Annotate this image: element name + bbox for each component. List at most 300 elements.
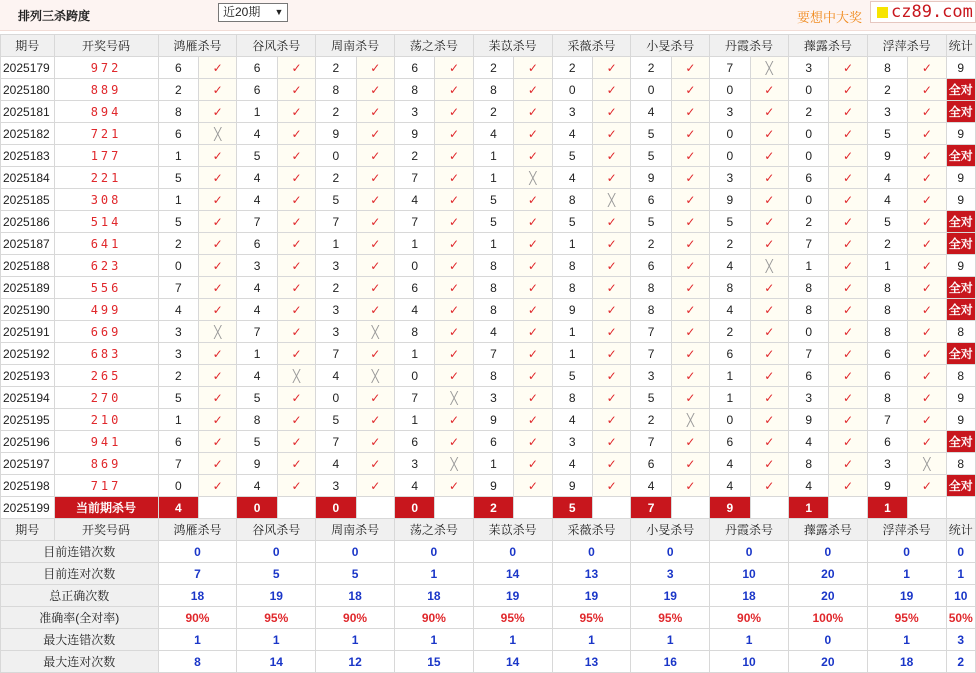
pick-cell: 8 <box>473 255 513 277</box>
pick-cell: 7 <box>158 277 198 299</box>
summary-stat-value: 0 <box>946 541 975 563</box>
check-icon: ✓ <box>829 167 867 189</box>
period-cell: 2025180 <box>1 79 55 101</box>
pick-cell: 0 <box>316 145 356 167</box>
pick-cell: 9 <box>473 409 513 431</box>
summary-value: 0 <box>710 541 789 563</box>
table-row <box>1 57 976 79</box>
header-stat: 统计 <box>946 519 975 541</box>
check-icon: ✓ <box>198 365 236 387</box>
pick-cell: 4 <box>710 255 750 277</box>
current-pick-cell: 0 <box>316 497 356 519</box>
pick-cell: 6 <box>867 343 907 365</box>
table-row <box>1 343 976 365</box>
stat-cell: 9 <box>946 387 975 409</box>
pick-cell: 2 <box>158 365 198 387</box>
check-icon: ✓ <box>277 475 315 497</box>
check-icon: ✓ <box>750 409 788 431</box>
check-icon: ✓ <box>750 101 788 123</box>
header-period: 期号 <box>1 35 55 57</box>
summary-value: 95% <box>552 607 631 629</box>
summary-label: 最大连对次数 <box>1 651 159 673</box>
current-pick-spacer <box>750 497 788 519</box>
pick-cell: 9 <box>867 145 907 167</box>
pick-cell: 4 <box>473 123 513 145</box>
check-icon: ✓ <box>829 123 867 145</box>
pick-cell: 3 <box>473 387 513 409</box>
cross-icon: ╳ <box>435 387 473 409</box>
pick-cell: 1 <box>552 233 592 255</box>
check-icon: ✓ <box>277 123 315 145</box>
check-icon: ✓ <box>356 145 394 167</box>
check-icon: ✓ <box>908 123 946 145</box>
check-icon: ✓ <box>750 79 788 101</box>
pick-cell: 9 <box>788 409 828 431</box>
check-icon: ✓ <box>908 475 946 497</box>
pick-cell: 4 <box>631 101 671 123</box>
summary-row <box>1 585 976 607</box>
draw-number-cell: 270 <box>54 387 158 409</box>
promo-text[interactable]: 要想中大奖 <box>797 10 863 25</box>
summary-value: 7 <box>158 563 237 585</box>
pick-cell: 4 <box>394 299 434 321</box>
stat-cell: 全对 <box>946 233 975 255</box>
check-icon: ✓ <box>592 321 630 343</box>
check-icon: ✓ <box>198 57 236 79</box>
summary-value: 15 <box>394 651 473 673</box>
period-cell: 2025193 <box>1 365 55 387</box>
pick-cell: 8 <box>552 189 592 211</box>
check-icon: ✓ <box>671 299 709 321</box>
pick-cell: 1 <box>710 365 750 387</box>
pick-cell: 3 <box>316 255 356 277</box>
pick-cell: 4 <box>710 453 750 475</box>
summary-value: 0 <box>158 541 237 563</box>
pick-cell: 3 <box>788 387 828 409</box>
summary-value: 90% <box>710 607 789 629</box>
check-icon: ✓ <box>356 299 394 321</box>
pick-cell: 8 <box>867 57 907 79</box>
check-icon: ✓ <box>277 343 315 365</box>
pick-cell: 6 <box>710 343 750 365</box>
summary-value: 1 <box>552 629 631 651</box>
stat-cell: 全对 <box>946 145 975 167</box>
pick-cell: 4 <box>867 167 907 189</box>
pick-cell: 1 <box>394 409 434 431</box>
check-icon: ✓ <box>356 101 394 123</box>
pick-cell: 2 <box>316 57 356 79</box>
pick-cell: 4 <box>710 299 750 321</box>
pick-cell: 1 <box>788 255 828 277</box>
stat-cell: 全对 <box>946 277 975 299</box>
check-icon: ✓ <box>435 189 473 211</box>
check-icon: ✓ <box>356 453 394 475</box>
draw-number-cell: 221 <box>54 167 158 189</box>
summary-stat-value: 50% <box>946 607 975 629</box>
summary-stat-value: 3 <box>946 629 975 651</box>
pick-cell: 5 <box>473 211 513 233</box>
check-icon: ✓ <box>908 365 946 387</box>
period-cell: 2025189 <box>1 277 55 299</box>
check-icon: ✓ <box>435 431 473 453</box>
cross-icon: ╳ <box>750 57 788 79</box>
check-icon: ✓ <box>750 123 788 145</box>
pick-cell: 9 <box>237 453 277 475</box>
check-icon: ✓ <box>198 277 236 299</box>
check-icon: ✓ <box>829 475 867 497</box>
pick-cell: 1 <box>473 453 513 475</box>
summary-value: 90% <box>316 607 395 629</box>
summary-value: 20 <box>788 585 867 607</box>
pick-cell: 9 <box>552 299 592 321</box>
period-cell: 2025196 <box>1 431 55 453</box>
check-icon: ✓ <box>356 343 394 365</box>
check-icon: ✓ <box>277 233 315 255</box>
check-icon: ✓ <box>908 101 946 123</box>
pick-cell: 6 <box>394 57 434 79</box>
summary-value: 5 <box>316 563 395 585</box>
check-icon: ✓ <box>671 123 709 145</box>
header-expert: 小旻杀号 <box>631 519 710 541</box>
check-icon: ✓ <box>198 431 236 453</box>
summary-value: 0 <box>473 541 552 563</box>
brand-square-icon <box>877 7 888 18</box>
brand-logo[interactable] <box>870 1 976 23</box>
header-expert: 丹霞杀号 <box>710 35 789 57</box>
check-icon: ✓ <box>514 453 552 475</box>
summary-value: 12 <box>316 651 395 673</box>
header-expert: 鸿雁杀号 <box>158 519 237 541</box>
summary-value: 16 <box>631 651 710 673</box>
draw-number-cell: 641 <box>54 233 158 255</box>
pick-cell: 2 <box>867 79 907 101</box>
period-cell: 2025183 <box>1 145 55 167</box>
check-icon: ✓ <box>356 167 394 189</box>
stat-cell: 全对 <box>946 101 975 123</box>
summary-value: 1 <box>631 629 710 651</box>
pick-cell: 7 <box>158 453 198 475</box>
check-icon: ✓ <box>514 321 552 343</box>
check-icon: ✓ <box>435 343 473 365</box>
current-pick-spacer <box>277 497 315 519</box>
check-icon: ✓ <box>829 57 867 79</box>
pick-cell: 1 <box>158 189 198 211</box>
summary-value: 3 <box>631 563 710 585</box>
check-icon: ✓ <box>750 453 788 475</box>
pick-cell: 0 <box>316 387 356 409</box>
check-icon: ✓ <box>435 211 473 233</box>
pick-cell: 6 <box>473 431 513 453</box>
stat-cell: 9 <box>946 167 975 189</box>
summary-value: 95% <box>631 607 710 629</box>
check-icon: ✓ <box>671 211 709 233</box>
stat-cell: 全对 <box>946 431 975 453</box>
pick-cell: 5 <box>552 365 592 387</box>
pick-cell: 6 <box>237 233 277 255</box>
draw-number-cell: 308 <box>54 189 158 211</box>
check-icon: ✓ <box>671 321 709 343</box>
draw-number-cell: 556 <box>54 277 158 299</box>
period-cell: 2025182 <box>1 123 55 145</box>
header-expert: 采薇杀号 <box>552 35 631 57</box>
pick-cell: 7 <box>631 321 671 343</box>
pick-cell: 4 <box>552 167 592 189</box>
check-icon: ✓ <box>277 167 315 189</box>
pick-cell: 0 <box>788 321 828 343</box>
check-icon: ✓ <box>356 409 394 431</box>
pick-cell: 8 <box>316 79 356 101</box>
pick-cell: 1 <box>473 167 513 189</box>
draw-number-cell: 683 <box>54 343 158 365</box>
period-cell: 2025188 <box>1 255 55 277</box>
period-select[interactable] <box>218 3 288 22</box>
pick-cell: 5 <box>552 211 592 233</box>
check-icon: ✓ <box>750 431 788 453</box>
check-icon: ✓ <box>435 79 473 101</box>
pick-cell: 5 <box>867 211 907 233</box>
check-icon: ✓ <box>671 233 709 255</box>
draw-number-cell: 717 <box>54 475 158 497</box>
stat-cell: 全对 <box>946 79 975 101</box>
summary-value: 20 <box>788 563 867 585</box>
pick-cell: 2 <box>552 57 592 79</box>
period-select-value: 近20期 <box>223 5 261 19</box>
pick-cell: 9 <box>552 475 592 497</box>
pick-cell: 7 <box>788 233 828 255</box>
period-cell: 2025194 <box>1 387 55 409</box>
summary-stat-value: 2 <box>946 651 975 673</box>
pick-cell: 7 <box>631 431 671 453</box>
period-cell: 2025191 <box>1 321 55 343</box>
stat-cell: 全对 <box>946 475 975 497</box>
pick-cell: 3 <box>710 167 750 189</box>
check-icon: ✓ <box>908 79 946 101</box>
check-icon: ✓ <box>592 145 630 167</box>
pick-cell: 3 <box>237 255 277 277</box>
header-expert: 鸿雁杀号 <box>158 35 237 57</box>
check-icon: ✓ <box>277 211 315 233</box>
check-icon: ✓ <box>198 255 236 277</box>
check-icon: ✓ <box>829 343 867 365</box>
summary-value: 8 <box>158 651 237 673</box>
header-expert: 蘀露杀号 <box>788 35 867 57</box>
pick-cell: 7 <box>631 343 671 365</box>
table-row <box>1 453 976 475</box>
summary-value: 0 <box>237 541 316 563</box>
pick-cell: 2 <box>316 277 356 299</box>
table-row <box>1 145 976 167</box>
pick-cell: 8 <box>473 299 513 321</box>
cross-icon: ╳ <box>356 321 394 343</box>
summary-value: 0 <box>788 541 867 563</box>
check-icon: ✓ <box>435 233 473 255</box>
pick-cell: 4 <box>473 321 513 343</box>
pick-cell: 2 <box>473 57 513 79</box>
pick-cell: 0 <box>552 79 592 101</box>
check-icon: ✓ <box>514 255 552 277</box>
check-icon: ✓ <box>592 431 630 453</box>
summary-value: 0 <box>867 541 946 563</box>
summary-value: 90% <box>394 607 473 629</box>
check-icon: ✓ <box>514 409 552 431</box>
summary-value: 95% <box>237 607 316 629</box>
check-icon: ✓ <box>592 233 630 255</box>
check-icon: ✓ <box>671 277 709 299</box>
check-icon: ✓ <box>592 123 630 145</box>
pick-cell: 8 <box>710 277 750 299</box>
summary-value: 18 <box>867 651 946 673</box>
check-icon: ✓ <box>750 211 788 233</box>
period-cell: 2025197 <box>1 453 55 475</box>
check-icon: ✓ <box>435 475 473 497</box>
pick-cell: 4 <box>394 189 434 211</box>
pick-cell: 3 <box>867 101 907 123</box>
pick-cell: 0 <box>710 123 750 145</box>
pick-cell: 3 <box>158 343 198 365</box>
check-icon: ✓ <box>435 167 473 189</box>
check-icon: ✓ <box>514 145 552 167</box>
summary-label: 最大连错次数 <box>1 629 159 651</box>
summary-value: 1 <box>237 629 316 651</box>
pick-cell: 4 <box>867 189 907 211</box>
pick-cell: 8 <box>473 365 513 387</box>
header-expert: 丹霞杀号 <box>710 519 789 541</box>
summary-label: 总正确次数 <box>1 585 159 607</box>
check-icon: ✓ <box>514 343 552 365</box>
check-icon: ✓ <box>671 167 709 189</box>
header-expert: 浮萍杀号 <box>867 35 946 57</box>
table-row <box>1 101 976 123</box>
check-icon: ✓ <box>908 255 946 277</box>
check-icon: ✓ <box>829 387 867 409</box>
current-pick-cell: 9 <box>710 497 750 519</box>
period-cell: 2025184 <box>1 167 55 189</box>
summary-value: 18 <box>710 585 789 607</box>
pick-cell: 8 <box>867 277 907 299</box>
check-icon: ✓ <box>277 101 315 123</box>
summary-value: 95% <box>867 607 946 629</box>
current-pick-spacer <box>435 497 473 519</box>
check-icon: ✓ <box>198 145 236 167</box>
check-icon: ✓ <box>198 101 236 123</box>
current-pick-cell: 0 <box>394 497 434 519</box>
check-icon: ✓ <box>198 409 236 431</box>
pick-cell: 6 <box>237 57 277 79</box>
pick-cell: 8 <box>552 277 592 299</box>
check-icon: ✓ <box>277 409 315 431</box>
header-expert: 周南杀号 <box>316 519 395 541</box>
check-icon: ✓ <box>592 475 630 497</box>
period-cell: 2025195 <box>1 409 55 431</box>
pick-cell: 3 <box>316 299 356 321</box>
header-expert: 周南杀号 <box>316 35 395 57</box>
check-icon: ✓ <box>908 409 946 431</box>
summary-value: 1 <box>158 629 237 651</box>
pick-cell: 6 <box>631 453 671 475</box>
draw-number-cell: 889 <box>54 79 158 101</box>
stat-cell: 9 <box>946 123 975 145</box>
header-expert: 采薇杀号 <box>552 519 631 541</box>
table-row <box>1 189 976 211</box>
pick-cell: 9 <box>316 123 356 145</box>
period-cell: 2025185 <box>1 189 55 211</box>
pick-cell: 4 <box>788 475 828 497</box>
summary-value: 18 <box>158 585 237 607</box>
check-icon: ✓ <box>671 387 709 409</box>
check-icon: ✓ <box>435 255 473 277</box>
pick-cell: 1 <box>237 343 277 365</box>
check-icon: ✓ <box>671 79 709 101</box>
pick-cell: 5 <box>473 189 513 211</box>
summary-value: 18 <box>394 585 473 607</box>
draw-number-cell: 177 <box>54 145 158 167</box>
check-icon: ✓ <box>277 299 315 321</box>
pick-cell: 7 <box>394 167 434 189</box>
check-icon: ✓ <box>671 343 709 365</box>
check-icon: ✓ <box>750 189 788 211</box>
summary-header-row <box>1 519 976 541</box>
pick-cell: 5 <box>237 145 277 167</box>
pick-cell: 5 <box>710 211 750 233</box>
check-icon: ✓ <box>829 211 867 233</box>
pick-cell: 3 <box>552 101 592 123</box>
check-icon: ✓ <box>592 79 630 101</box>
period-cell: 2025198 <box>1 475 55 497</box>
check-icon: ✓ <box>592 387 630 409</box>
stat-cell: 8 <box>946 321 975 343</box>
check-icon: ✓ <box>671 431 709 453</box>
check-icon: ✓ <box>198 167 236 189</box>
pick-cell: 6 <box>394 277 434 299</box>
check-icon: ✓ <box>277 453 315 475</box>
pick-cell: 4 <box>316 365 356 387</box>
summary-value: 14 <box>473 563 552 585</box>
check-icon: ✓ <box>198 79 236 101</box>
pick-cell: 0 <box>158 255 198 277</box>
current-pick-spacer <box>514 497 552 519</box>
summary-value: 95% <box>473 607 552 629</box>
check-icon: ✓ <box>356 387 394 409</box>
check-icon: ✓ <box>592 211 630 233</box>
check-icon: ✓ <box>908 277 946 299</box>
header-expert: 荡之杀号 <box>394 519 473 541</box>
check-icon: ✓ <box>908 321 946 343</box>
summary-value: 20 <box>788 651 867 673</box>
pick-cell: 2 <box>631 57 671 79</box>
pick-cell: 7 <box>316 211 356 233</box>
pick-cell: 5 <box>552 145 592 167</box>
check-icon: ✓ <box>750 475 788 497</box>
period-cell: 2025187 <box>1 233 55 255</box>
check-icon: ✓ <box>198 475 236 497</box>
summary-value: 10 <box>710 651 789 673</box>
table-row <box>1 233 976 255</box>
check-icon: ✓ <box>356 211 394 233</box>
check-icon: ✓ <box>671 101 709 123</box>
cross-icon: ╳ <box>198 123 236 145</box>
table-row <box>1 123 976 145</box>
pick-cell: 0 <box>710 409 750 431</box>
check-icon: ✓ <box>671 453 709 475</box>
check-icon: ✓ <box>592 167 630 189</box>
summary-value: 1 <box>394 629 473 651</box>
pick-cell: 7 <box>316 343 356 365</box>
check-icon: ✓ <box>750 167 788 189</box>
check-icon: ✓ <box>592 57 630 79</box>
brand-text: cz89.com <box>891 2 973 22</box>
pick-cell: 8 <box>867 299 907 321</box>
check-icon: ✓ <box>356 79 394 101</box>
